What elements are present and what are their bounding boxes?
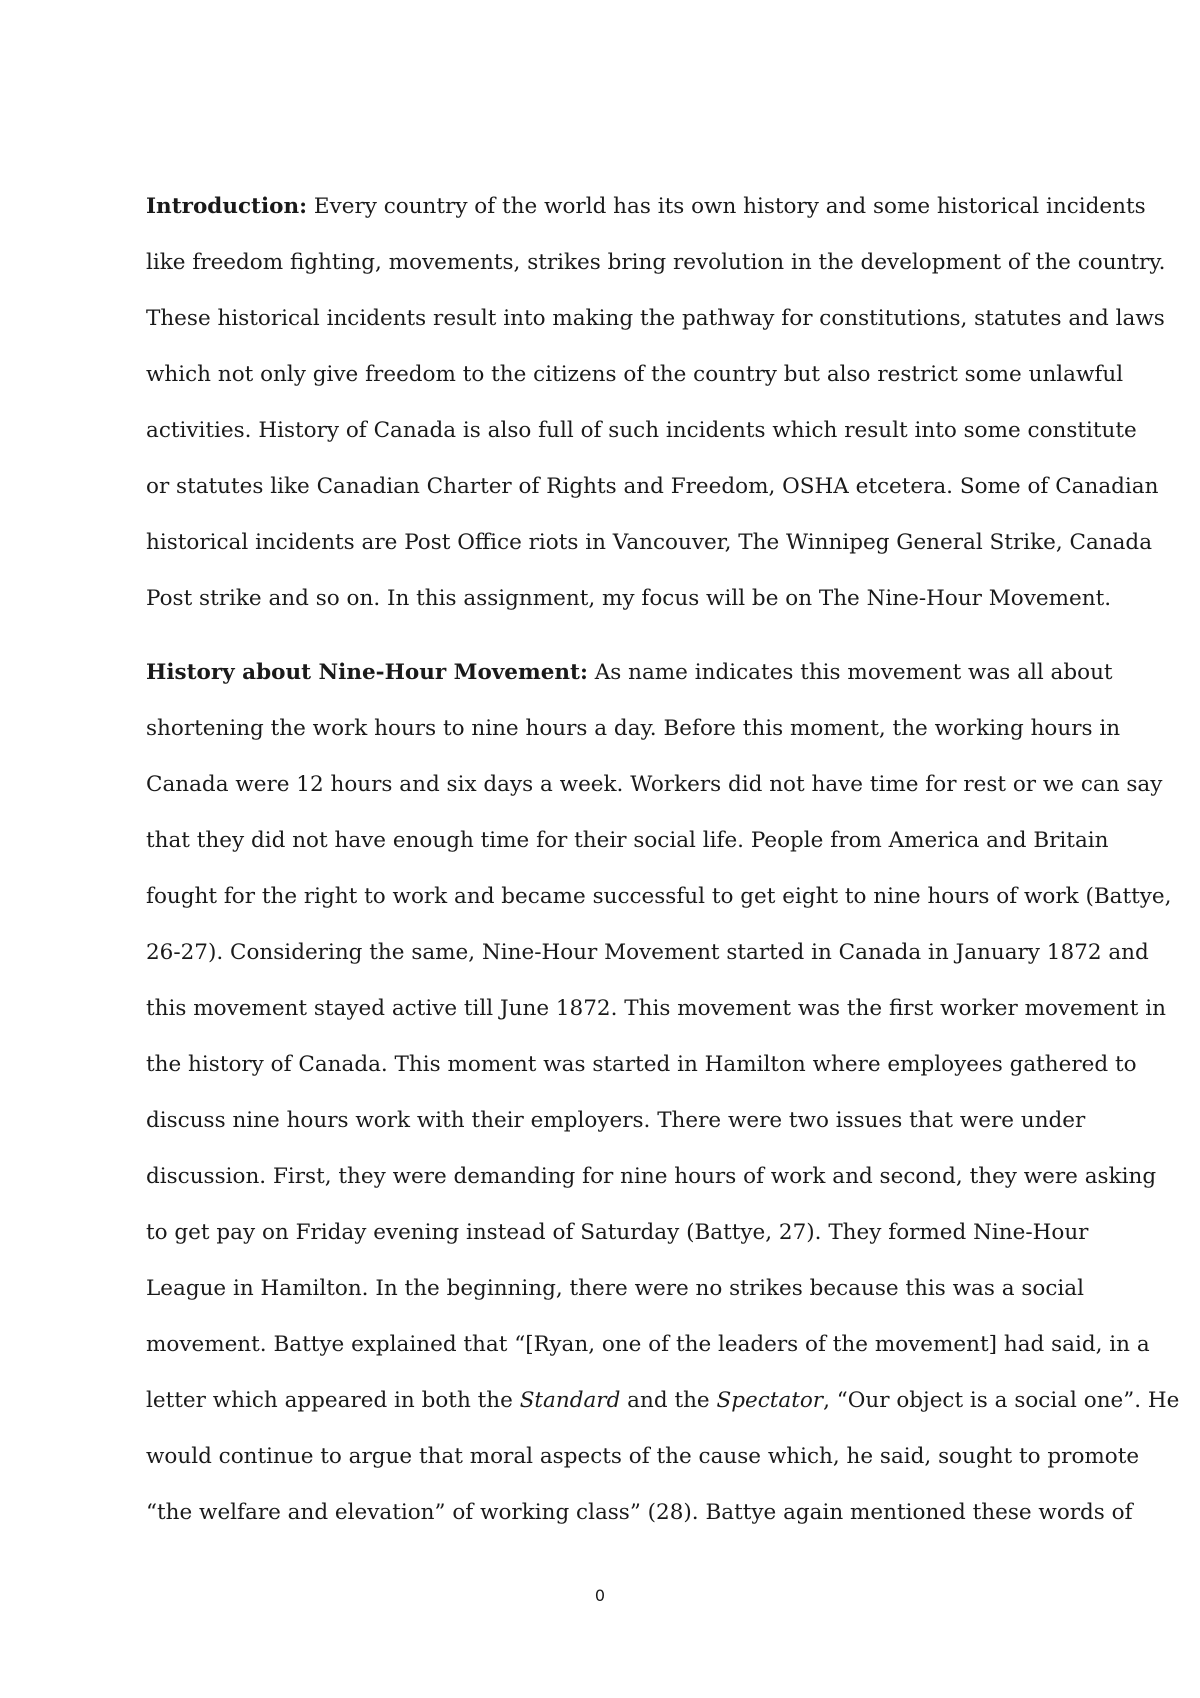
history-line-7: this movement stayed active till June 1872. This movement was the first worker movement in [146,996,1166,1021]
introduction-heading: Introduction: [146,194,308,219]
history-line-5: fought for the right to work and became successful to get eight to nine hours of work (Battye, [146,884,1172,909]
history-line-13: movement. Battye explained that “[Ryan, one of the leaders of the movement] had said, in a [146,1332,1150,1357]
history-line-9: discuss nine hours work with their employers. There were two issues that were under [146,1108,1086,1133]
history-line-8: the history of Canada. This moment was started in Hamilton where employees gathered to [146,1052,1137,1077]
history-line-4: that they did not have enough time for their social life. People from America and Britain [146,828,1109,853]
history-heading: History about Nine-Hour Movement: [146,660,588,685]
spectator-title: Spectator [716,1388,824,1413]
letter-text-middle: and the [620,1388,717,1413]
history-line-10: discussion. First, they were demanding for nine hours of work and second, they were asking [146,1164,1157,1189]
history-line-12: League in Hamilton. In the beginning, there were no strikes because this was a social [146,1276,1084,1301]
intro-line-6: or statutes like Canadian Charter of Rights and Freedom, OSHA etcetera. Some of Canadian [146,474,1159,499]
history-line-16: “the welfare and elevation” of working class” (28). Battye again mentioned these words of [146,1500,1133,1525]
history-line-11: to get pay on Friday evening instead of Saturday (Battye, 27). They formed Nine-Hour [146,1220,1089,1245]
letter-text-before: letter which appeared in both the [146,1388,520,1413]
history-line-15: would continue to argue that moral aspects of the cause which, he said, sought to promote [146,1444,1140,1469]
intro-text: Every country of the world has its own history and some historical incidents [307,194,1146,219]
history-text: As name indicates this movement was all about [587,660,1113,685]
intro-line-3: These historical incidents result into making the pathway for constitutions, statutes and laws [146,306,1165,331]
history-line-6: 26-27). Considering the same, Nine-Hour Movement started in Canada in January 1872 and [146,940,1149,965]
letter-text-after: , “Our object is a social one”. He [823,1388,1180,1413]
page-number: 0 [594,1586,606,1605]
intro-line-7: historical incidents are Post Office riots in Vancouver, The Winnipeg General Strike, Canada [146,530,1153,555]
standard-title: Standard [519,1388,621,1413]
history-line-1 [146,658,1113,688]
history-line-3: Canada were 12 hours and six days a week. Workers did not have time for rest or we can say [146,772,1163,797]
intro-line-4: which not only give freedom to the citizens of the country but also restrict some unlawful [146,362,1124,387]
intro-line-8: Post strike and so on. In this assignment, my focus will be on The Nine-Hour Movement. [146,586,1112,611]
history-line-2: shortening the work hours to nine hours a day. Before this moment, the working hours in [146,716,1121,741]
intro-line-2: like freedom fighting, movements, strikes bring revolution in the development of the country. [146,250,1166,275]
intro-line-5: activities. History of Canada is also full of such incidents which result into some constitute [146,418,1137,443]
intro-line-1 [146,192,1146,222]
history-line-14 [146,1386,1180,1416]
